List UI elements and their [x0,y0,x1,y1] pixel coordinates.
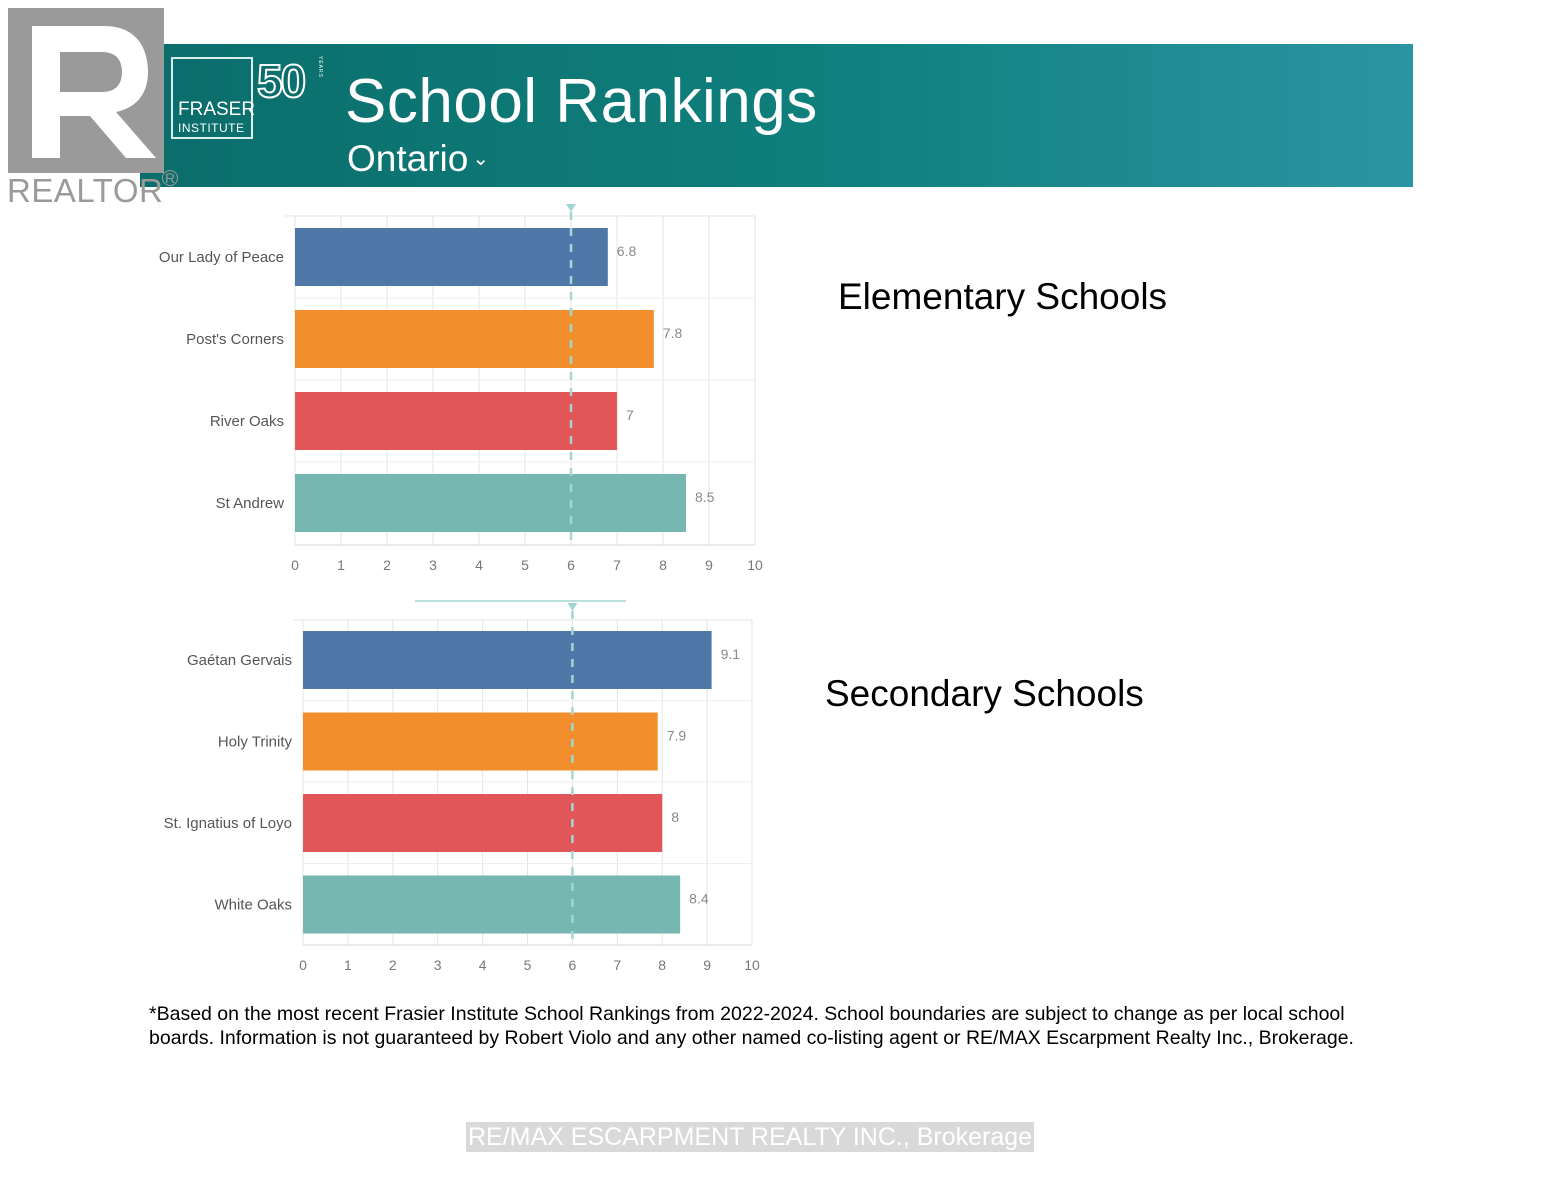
elementary-chart [159,204,763,573]
tick-label: 5 [521,557,529,573]
value-label: 7.9 [666,727,687,744]
secondary-chart [164,601,760,973]
tick-label: 5 [523,957,532,973]
fraser-logo-name: FRASER [178,99,256,120]
bar [295,392,617,450]
reference-marker-icon [567,603,577,611]
category-label: Our Lady of Peace [158,249,284,266]
tick-label: 6 [568,957,577,973]
tick-label: 1 [337,557,345,573]
disclaimer-footnote: *Based on the most recent Frasier Institute School Rankings from 2022-2024. School boundaries are subject to change as per local school boards. Information is not guaranteed by Robert Violo and any other named co-listing agent or RE/MAX Escarpment Realty Inc., Brokerage. [149,1003,1354,1049]
category-label: St Andrew [215,495,284,512]
value-label: 9.1 [720,646,741,662]
fraser-logo-sub: INSTITUTE [178,121,245,135]
tick-label: 0 [299,957,307,973]
tick-label: 3 [433,957,442,973]
chevron-down-icon: ⌄ [472,148,490,170]
tick-label: 8 [658,957,667,973]
anniversary-suffix: YEARS [317,56,323,78]
bar [303,713,658,771]
value-label: 7.8 [662,325,683,341]
tick-label: 9 [703,957,711,973]
bar [295,310,654,368]
tick-label: 10 [747,557,763,573]
bar [295,228,608,286]
bar [303,631,712,689]
reference-marker-icon [566,204,576,212]
value-label: 6.8 [616,243,637,259]
brokerage-watermark: RE/MAX ESCARPMENT REALTY INC., Brokerage [468,1123,1033,1151]
registered-icon: R [162,170,178,186]
category-label: Post's Corners [186,331,284,348]
tick-label: 10 [744,957,760,973]
realtor-label: REALTOR [7,172,164,209]
region-label: Ontario [347,138,469,179]
bar [295,474,686,532]
tick-label: 8 [659,557,667,573]
tick-label: 3 [429,557,437,573]
category-label: White Oaks [214,896,292,914]
tick-label: 0 [291,557,299,573]
tick-label: 4 [475,557,483,573]
page-title: School Rankings [345,67,818,136]
tick-label: 4 [478,957,487,973]
value-label: 8.5 [695,489,715,505]
value-label: 8.4 [689,890,709,907]
tick-label: 6 [567,557,575,573]
tick-label: 2 [383,557,391,573]
value-label: 7 [626,407,634,423]
tick-label: 1 [344,957,352,973]
tick-label: 7 [613,957,622,973]
secondary-schools-label: Secondary Schools [825,673,1144,714]
elementary-schools-label: Elementary Schools [838,276,1168,317]
tick-label: 2 [388,957,397,973]
bar [303,876,680,934]
category-label: Gaétan Gervais [186,652,292,669]
tick-label: 9 [705,557,713,573]
category-label: St. Ignatius of Loyo [163,815,292,832]
anniversary-mark: 50 [257,55,305,107]
bar [303,794,662,852]
category-label: Holy Trinity [217,733,292,751]
value-label: 8 [671,809,679,825]
tick-label: 7 [613,557,621,573]
category-label: River Oaks [209,413,284,430]
